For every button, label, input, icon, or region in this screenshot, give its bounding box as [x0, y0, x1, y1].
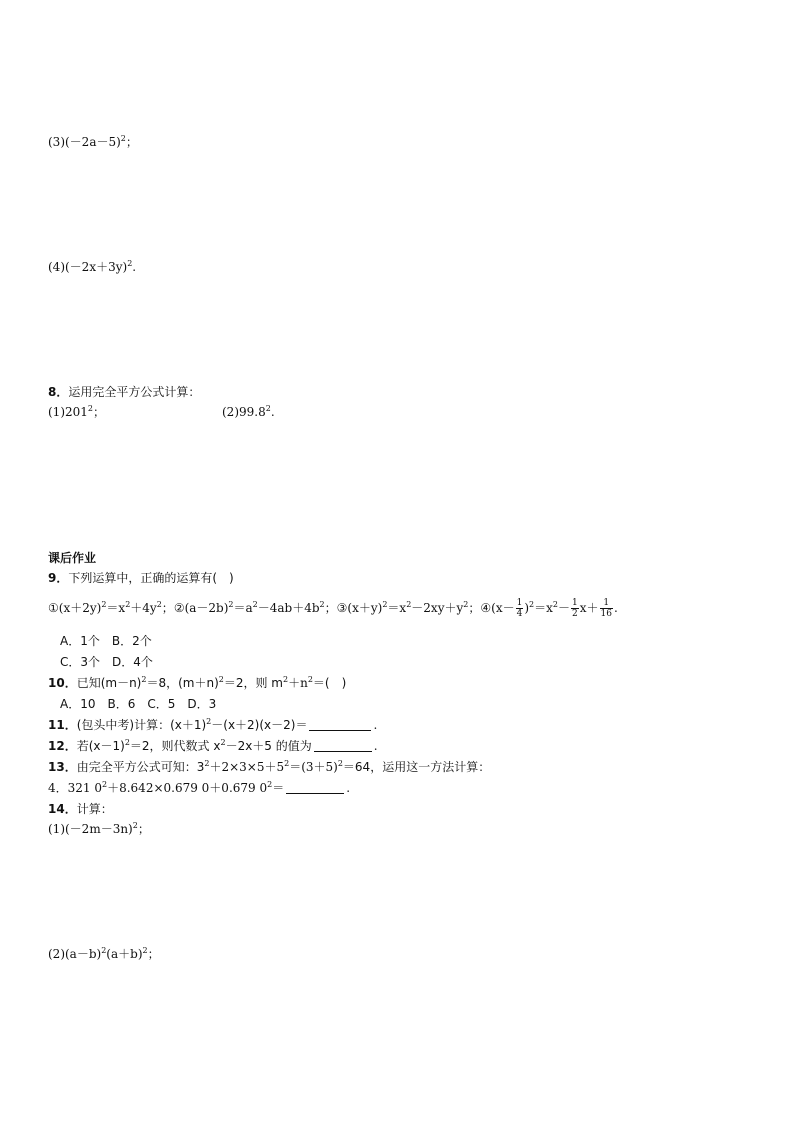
exponent: 2	[265, 404, 271, 413]
stmt-4: )	[524, 601, 530, 615]
question-text: ＝(3＋5)	[289, 760, 338, 774]
answer-blank[interactable]	[286, 782, 344, 794]
stmt-4: －	[557, 601, 570, 615]
question-number: 13．	[48, 760, 77, 774]
question-text: －2x＋5 的值为	[225, 739, 312, 753]
exponent: 2	[101, 946, 107, 955]
stmt-3: －2xy＋y	[411, 601, 464, 615]
question-14-part-2	[48, 946, 160, 962]
expr: ＋8.642×0.679 0＋0.679 0	[107, 781, 268, 795]
exponent: 2	[141, 675, 147, 684]
punct: ；	[324, 601, 337, 615]
question-8-part-2	[222, 404, 275, 420]
stmt-2: －4ab＋4b	[257, 601, 320, 615]
expr: (1)201	[48, 405, 88, 419]
expr: (3)(－2a－5)	[48, 135, 121, 149]
stmt-3: ③(x＋y)	[336, 601, 383, 615]
question-11	[48, 717, 377, 733]
fraction-1-4	[516, 598, 524, 619]
numerator: 1	[516, 598, 523, 608]
punct: .	[613, 601, 618, 615]
question-number: 9．	[48, 571, 69, 585]
question-12	[48, 738, 378, 754]
expr: (2)(a－b)	[48, 947, 102, 961]
exponent: 2	[552, 600, 558, 609]
expr: (1)(－2m－3n)	[48, 822, 133, 836]
problem-4	[48, 259, 136, 275]
question-13-expression	[48, 780, 350, 796]
punct: .	[346, 781, 351, 795]
question-number: 10．	[48, 676, 77, 690]
exponent: 2	[218, 675, 224, 684]
stmt-1: ＝x	[106, 601, 126, 615]
question-number: 14．	[48, 802, 77, 816]
question-text: ＋n	[288, 676, 308, 690]
section-title: 课后作业	[48, 551, 97, 565]
question-text: 已知(m－n)	[76, 676, 142, 690]
exponent: 2	[204, 759, 210, 768]
stmt-1: ①(x＋2y)	[48, 601, 102, 615]
fraction-1-16	[600, 598, 613, 619]
question-text: 下列运算中，正确的运算有( )	[68, 571, 234, 585]
denominator: 16	[600, 609, 612, 619]
stmt-4: ＝x	[534, 601, 553, 615]
exponent: 2	[382, 600, 388, 609]
problem-3	[48, 134, 138, 150]
exponent: 2	[101, 600, 107, 609]
question-9-options-ab: A．1个 B．2个	[60, 634, 152, 648]
punct: ；	[125, 135, 138, 149]
question-text: 由完全平方公式可知：3	[76, 760, 205, 774]
punct: ；	[468, 601, 481, 615]
question-number: 8．	[48, 385, 69, 399]
question-13	[48, 759, 490, 775]
stmt-2: ＝a	[233, 601, 253, 615]
exponent: 2	[156, 600, 162, 609]
exponent: 2	[319, 600, 325, 609]
question-8	[48, 384, 200, 400]
stmt-1: ＋4y	[130, 601, 157, 615]
exponent: 2	[252, 600, 258, 609]
question-text: ＋2×3×5＋5	[209, 760, 285, 774]
question-text: ＝64，运用这一方法计算：	[342, 760, 491, 774]
question-9-options-cd: C．3个 D．4个	[60, 655, 153, 669]
question-10	[48, 675, 346, 691]
punct: .	[270, 405, 275, 419]
exponent: 2	[102, 780, 108, 789]
exponent: 2	[87, 404, 93, 413]
question-14	[48, 801, 113, 817]
question-text: ＝( )	[312, 676, 347, 690]
punct: ；	[137, 822, 150, 836]
question-8-part-1	[48, 404, 105, 420]
exponent: 2	[125, 600, 131, 609]
punct: .	[373, 739, 378, 753]
exponent: 2	[267, 780, 273, 789]
answer-blank[interactable]	[314, 740, 372, 752]
expr: 4．321 0	[48, 781, 102, 795]
numerator: 1	[572, 598, 578, 608]
exponent: 2	[529, 600, 535, 609]
expr: ＝	[272, 781, 285, 795]
exponent: 2	[337, 759, 343, 768]
punct: ；	[147, 947, 160, 961]
question-text: 若(x－1)	[76, 739, 125, 753]
numerator: 1	[600, 598, 613, 609]
exponent: 2	[463, 600, 469, 609]
question-text: －(x＋2)(x－2)＝	[211, 718, 308, 732]
question-number: 11．	[48, 718, 77, 732]
expr: (2)99.8	[222, 405, 266, 419]
exponent: 2	[406, 600, 412, 609]
fraction-1-2	[571, 598, 579, 619]
denominator: 2	[572, 609, 578, 619]
question-text: (包头中考)计算：(x＋1)	[76, 718, 207, 732]
question-9	[48, 570, 234, 586]
question-text: ＝2，则代数式 x	[129, 739, 221, 753]
exponent: 2	[120, 134, 126, 143]
exponent: 2	[127, 259, 133, 268]
exponent: 2	[307, 675, 313, 684]
stmt-3: ＝x	[387, 601, 407, 615]
expr: (a＋b)	[106, 947, 143, 961]
answer-blank[interactable]	[309, 719, 371, 731]
stmt-4: x＋	[579, 601, 599, 615]
question-14-part-1	[48, 821, 150, 837]
exponent: 2	[220, 738, 226, 747]
exponent: 2	[228, 600, 234, 609]
question-text: ＝8，(m＋n)	[146, 676, 219, 690]
punct: .	[132, 260, 137, 274]
question-9-statements	[48, 597, 618, 619]
question-number: 12．	[48, 739, 77, 753]
denominator: 4	[516, 609, 523, 619]
exponent: 2	[124, 738, 130, 747]
stmt-4: ④(x－	[480, 601, 515, 615]
exponent: 2	[142, 946, 148, 955]
exponent: 2	[284, 759, 290, 768]
exponent: 2	[283, 675, 289, 684]
punct: ；	[93, 405, 106, 419]
question-10-options: A．10 B．6 C．5 D．3	[60, 697, 217, 711]
question-text: ＝2，则 m	[223, 676, 283, 690]
punct: ；	[161, 601, 174, 615]
question-text: 计算：	[76, 802, 113, 816]
exponent: 2	[206, 717, 212, 726]
question-text: 运用完全平方公式计算：	[68, 385, 201, 399]
punct: .	[373, 718, 378, 732]
expr: (4)(－2x＋3y)	[48, 260, 128, 274]
exponent: 2	[132, 821, 138, 830]
stmt-2: ②(a－2b)	[173, 601, 229, 615]
